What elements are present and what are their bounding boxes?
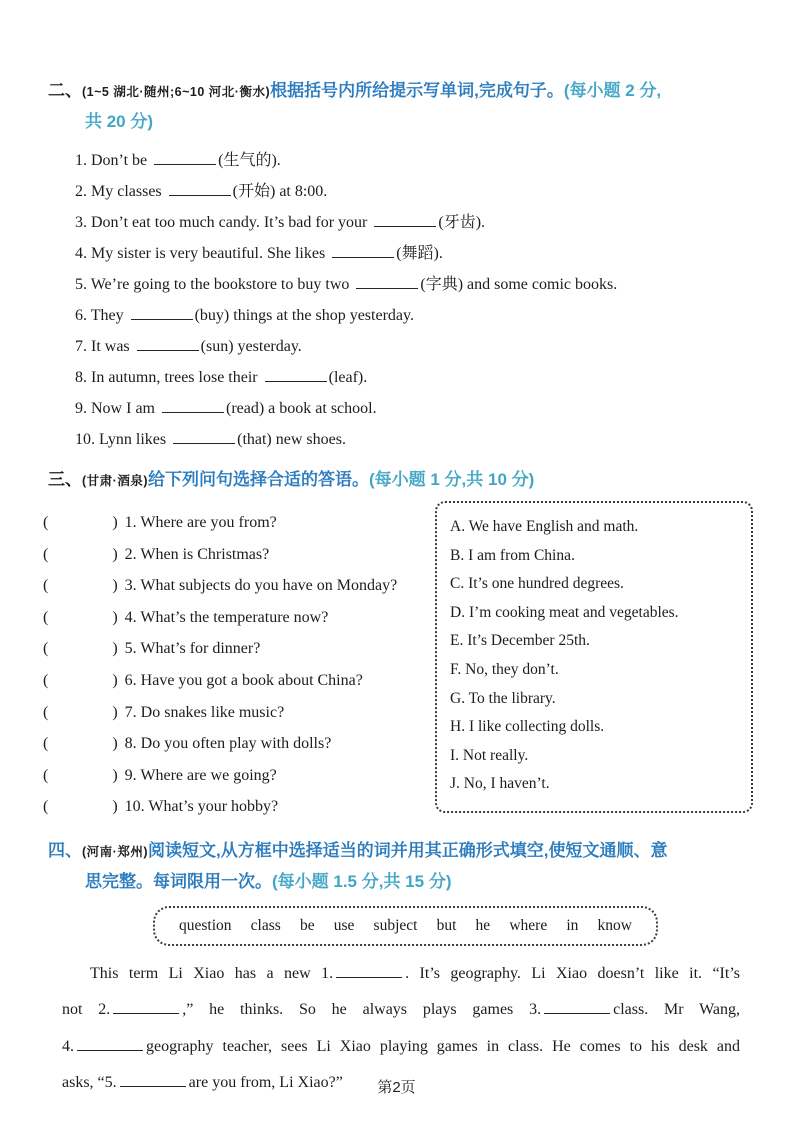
answer-paren-open: ( [43, 798, 49, 816]
section-3-body [43, 507, 753, 823]
question-row-9 [43, 760, 435, 792]
answer-paren-close: ) [112, 577, 118, 595]
fill-blank-item-6 [75, 300, 753, 331]
section-3 [43, 465, 753, 823]
fill-blank-item-2 [75, 176, 753, 207]
answer-paren-open: ( [43, 640, 49, 658]
passage-text: This term Li Xiao has a new 1. [90, 964, 334, 982]
question-text: 7. Do snakes like music? [124, 703, 285, 721]
cloze-blank-2 [113, 999, 179, 1014]
question-text: 6. Have you got a book about China? [124, 671, 363, 689]
question-text: 5. What’s for dinner? [124, 640, 261, 658]
item-text-before: 4. My sister is very beautiful. She likes [75, 245, 326, 262]
question-text: 1. Where are you from? [124, 514, 277, 531]
page-number: 第2页 [377, 1079, 416, 1096]
item-text-before: 8. In autumn, trees lose their [75, 369, 258, 386]
passage-text: ,” he thinks. So he always plays games 3. [182, 1001, 542, 1019]
question-text: 4. What’s the temperature now? [124, 608, 329, 626]
answer-paren-close: ) [112, 766, 118, 784]
passage-text: 4. [62, 1037, 74, 1055]
passage-text: . It’s geography. Li Xiao doesn’t like it. “It’s [405, 964, 740, 982]
section-2 [48, 76, 753, 455]
item-text-after: (sun) yesterday. [200, 338, 302, 355]
answer-blank [173, 429, 235, 444]
item-text-before: 5. We’re going to the bookstore to buy two [75, 276, 350, 293]
answer-option-b: B. I am from China. [450, 546, 575, 564]
item-text-before: 9. Now I am [75, 400, 155, 417]
section-4-instruction: 阅读短文,从方框中选择适当的词并用其正确形式填空,使短文通顺、意 [148, 840, 668, 860]
word-bank-item: use [333, 916, 355, 934]
options-box [435, 501, 753, 813]
answer-blank [131, 305, 193, 320]
item-text-before: 10. Lynn likes [75, 431, 167, 448]
item-text-after: (舞蹈). [396, 245, 443, 262]
passage-text: are you from, Li Xiao?” [188, 1074, 343, 1092]
answer-paren-close: ) [112, 608, 118, 626]
question-row-4 [43, 602, 435, 634]
cloze-blank-1 [336, 963, 402, 978]
answer-paren-open: ( [43, 608, 49, 626]
answer-paren-close: ) [112, 703, 118, 721]
fill-blank-item-5 [75, 269, 753, 300]
item-text-before: 1. Don’t be [75, 152, 148, 169]
word-bank-item: subject [373, 916, 418, 934]
answer-blank [374, 212, 436, 227]
section-4-source: (河南·郑州) [82, 844, 148, 859]
section-2-score-cont: 共 20 分) [85, 112, 154, 131]
passage-text: asks, “5. [62, 1074, 117, 1092]
section-2-score-line2 [48, 107, 753, 136]
section-3-instruction: 给下列问句选择合适的答语。 [148, 470, 369, 489]
item-text-before: 3. Don’t eat too much candy. It’s bad for your [75, 214, 368, 231]
word-bank-item: know [597, 916, 632, 934]
answer-paren-open: ( [43, 766, 49, 784]
word-bank-box [153, 906, 658, 946]
word-bank-item: where [509, 916, 548, 934]
question-row-5 [43, 633, 435, 665]
cloze-blank-4 [77, 1036, 143, 1051]
word-bank-item: question [179, 916, 232, 934]
section-3-score: (每小题 1 分,共 10 分) [369, 470, 535, 489]
question-row-1 [43, 507, 435, 539]
answer-paren-open: ( [43, 514, 49, 531]
answer-paren-open: ( [43, 735, 49, 753]
question-list [43, 507, 435, 823]
question-text: 3. What subjects do you have on Monday? [124, 577, 398, 595]
section-4-score: (每小题 1.5 分,共 15 分) [272, 871, 452, 891]
fill-blank-item-9 [75, 393, 753, 424]
passage-line-3 [62, 1029, 740, 1066]
answer-option-c: C. It’s one hundred degrees. [450, 575, 624, 593]
section-4-number: 四、 [48, 840, 82, 860]
section-2-header [48, 76, 753, 136]
passage-text: geography teacher, sees Li Xiao playing games in class. He comes to his desk and [146, 1037, 740, 1055]
item-text-after: (leaf). [328, 369, 368, 386]
answer-paren-close: ) [112, 514, 118, 531]
answer-paren-open: ( [43, 703, 49, 721]
fill-blank-item-3 [75, 207, 753, 238]
answer-option-h: H. I like collecting dolls. [450, 718, 605, 736]
item-text-after: (buy) things at the shop yesterday. [194, 307, 414, 324]
item-text-after: (read) a book at school. [225, 400, 377, 417]
item-text-after: (生气的). [218, 152, 281, 169]
answer-paren-open: ( [43, 577, 49, 595]
answer-blank [137, 336, 199, 351]
passage-text: not 2. [62, 1001, 111, 1019]
item-text-before: 7. It was [75, 338, 130, 355]
section-4-header-line2 [48, 867, 753, 896]
section-2-instruction: 根据括号内所给提示写单词,完成句子。 [270, 81, 564, 100]
section-4-instruction-cont: 思完整。每词限用一次。 [85, 871, 272, 891]
section-4-header [48, 836, 753, 896]
section-3-header [48, 465, 753, 496]
answer-paren-close: ) [112, 735, 118, 753]
answer-option-e: E. It’s December 25th. [450, 632, 590, 650]
question-row-3 [43, 570, 435, 602]
section-2-number: 二、 [48, 81, 82, 100]
answer-blank [265, 367, 327, 382]
item-text-before: 6. They [75, 307, 124, 324]
word-bank-item: in [566, 916, 579, 934]
fill-blank-item-4 [75, 238, 753, 269]
question-text: 9. Where are we going? [124, 766, 277, 784]
answer-blank [356, 274, 418, 289]
section-2-source: (1~5 湖北·随州;6~10 河北·衡水) [82, 85, 271, 99]
section-3-number: 三、 [48, 470, 82, 489]
answer-blank [162, 398, 224, 413]
word-bank-item: be [299, 916, 315, 934]
section-2-score: (每小题 2 分, [563, 81, 662, 100]
item-text-after: (that) new shoes. [237, 431, 346, 448]
item-text-after: (字典) and some comic books. [420, 276, 618, 293]
answer-blank [169, 181, 231, 196]
page-footer [0, 1076, 793, 1097]
answer-paren-open: ( [43, 671, 49, 689]
question-row-8 [43, 728, 435, 760]
fill-blank-item-1 [75, 145, 753, 176]
section-2-items [75, 145, 753, 455]
cloze-blank-3 [544, 999, 610, 1014]
answer-paren-close: ) [112, 671, 118, 689]
fill-blank-item-8 [75, 362, 753, 393]
answer-paren-open: ( [43, 545, 49, 563]
answer-option-d: D. I’m cooking meat and vegetables. [450, 603, 679, 621]
passage-text: class. Mr Wang, [613, 1001, 740, 1019]
question-row-10 [43, 791, 435, 823]
question-row-2 [43, 539, 435, 571]
question-text: 8. Do you often play with dolls? [124, 735, 332, 753]
fill-blank-item-10 [75, 424, 753, 455]
passage-line-2 [62, 992, 740, 1029]
question-row-7 [43, 697, 435, 729]
passage-line-1 [62, 956, 740, 993]
answer-blank [332, 243, 394, 258]
word-bank-item: he [475, 916, 491, 934]
section-3-source: (甘肃·酒泉) [82, 474, 148, 488]
fill-blank-item-7 [75, 331, 753, 362]
item-text-before: 2. My classes [75, 183, 162, 200]
question-text: 10. What’s your hobby? [124, 798, 279, 816]
answer-option-f: F. No, they don’t. [450, 660, 559, 678]
word-bank-item: class [250, 916, 281, 934]
answer-paren-close: ) [112, 545, 118, 563]
answer-option-i: I. Not really. [450, 746, 529, 764]
answer-option-a: A. We have English and math. [450, 518, 639, 535]
question-row-6 [43, 665, 435, 697]
question-text: 2. When is Christmas? [124, 545, 270, 563]
word-bank-item: but [436, 916, 457, 934]
item-text-after: (牙齿). [438, 214, 486, 231]
section-4 [48, 836, 753, 1102]
answer-paren-close: ) [112, 798, 118, 816]
answer-option-g: G. To the library. [450, 689, 556, 707]
answer-option-j: J. No, I haven’t. [450, 775, 550, 793]
answer-paren-close: ) [112, 640, 118, 658]
answer-blank [154, 150, 216, 165]
item-text-after: (开始) at 8:00. [232, 183, 328, 200]
